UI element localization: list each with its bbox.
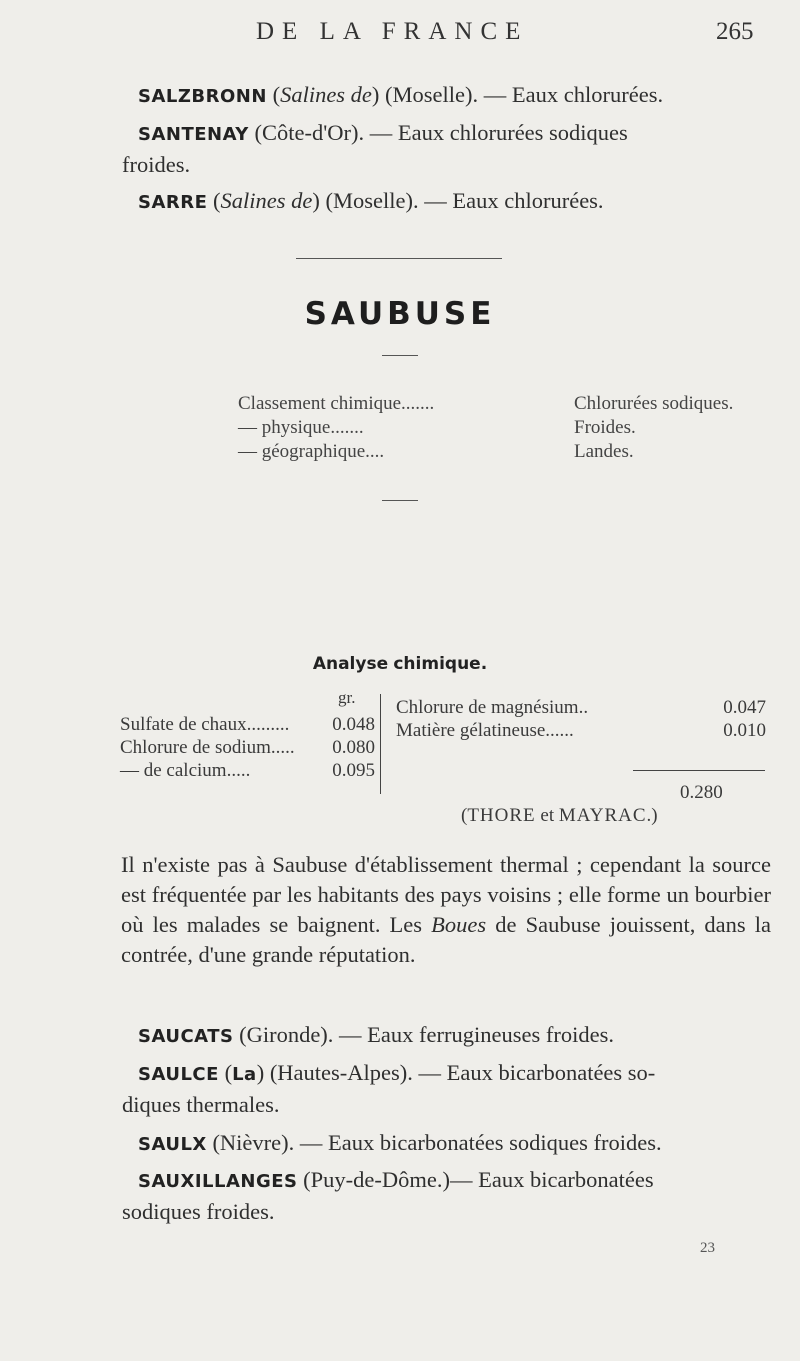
table-divider [380, 694, 381, 794]
entry-name: SAULCE [138, 1064, 219, 1085]
analyse-title [0, 650, 800, 675]
classement-row [238, 392, 758, 416]
table-row [120, 759, 375, 782]
entry-name: SANTENAY [138, 124, 249, 145]
entry-qualifier: La [232, 1064, 257, 1085]
entry-sauxillanges [122, 1165, 770, 1227]
analysis-table-right [396, 696, 766, 742]
short-rule [382, 500, 418, 501]
entry-text: (Moselle). — Eaux chlorurées. [325, 188, 604, 213]
source-and: et [540, 805, 555, 826]
analyse-title-word: Analyse [312, 654, 389, 674]
entry-text: (Moselle). — Eaux chlorurées. [385, 82, 664, 107]
signature-mark: 23 [700, 1240, 715, 1256]
analysis-source [461, 805, 658, 827]
page-number: 265 [716, 18, 754, 45]
classement-row [238, 440, 758, 464]
running-title: DE LA FRANCE [256, 18, 529, 45]
short-rule [382, 355, 418, 356]
paragraph-text: de Saubuse jouissent, dans la contrée, d'une grande réputation. [121, 912, 771, 967]
source-paren: ( [461, 805, 468, 826]
section-title: SAUBUSE [304, 296, 496, 332]
source-author: MAYRAC [558, 805, 647, 826]
classement-value: Froides. [574, 417, 636, 438]
table-row [120, 713, 375, 736]
classement-value: Landes. [574, 441, 634, 462]
sum-rule [633, 770, 765, 771]
entry-continuation: froides. [122, 152, 191, 177]
entry-text: (Hautes-Alpes). — Eaux bicarbonatées so- [269, 1060, 656, 1085]
substance-label: Sulfate de chaux......... [120, 714, 290, 735]
classement-label: — physique....... [238, 417, 364, 438]
classement [238, 392, 758, 464]
substance-label: Chlorure de sodium..... [120, 737, 295, 758]
classement-label: — géographique.... [238, 441, 385, 462]
substance-value: 0.047 [723, 697, 766, 718]
entry-name: SAULX [138, 1134, 207, 1155]
entry-text: (Nièvre). — Eaux bicarbonatées sodiques froides. [212, 1130, 662, 1155]
classement-row [238, 416, 758, 440]
classement-label: Classement chimique....... [238, 393, 435, 414]
entry-santenay [122, 118, 770, 180]
entry-continuation: sodiques froides. [122, 1199, 275, 1224]
entry-qualifier: Salines de [280, 82, 372, 107]
entry-saulce: SAULCE (La) (Hautes-Alpes). — Eaux bicarbonatées so- diques thermales. [138, 1058, 770, 1120]
table-row [396, 719, 766, 742]
substance-label: Matière gélatineuse...... [396, 720, 574, 741]
table-row [120, 736, 375, 759]
substance-value: 0.095 [332, 760, 375, 781]
entry-saulx [138, 1128, 770, 1160]
classement-value: Chlorurées sodiques. [574, 393, 734, 414]
entry-name: SARRE [138, 192, 208, 213]
entry-name: SAUCATS [138, 1026, 234, 1047]
source-paren: .) [646, 805, 658, 826]
analyse-title-word: chimique. [393, 654, 488, 674]
paragraph-italic: Boues [431, 912, 487, 937]
section-divider [296, 258, 502, 259]
analysis-total: 0.280 [680, 782, 723, 803]
table-row [396, 696, 766, 719]
entry-name: SAUXILLANGES [138, 1171, 298, 1192]
substance-label: Chlorure de magnésium.. [396, 697, 589, 718]
table-row [120, 690, 375, 713]
paragraph-text: Il n'existe pas à Saubuse d'établissement thermal ; cependant la source est fréquentée par les habitants des pays voisins ; elle forme un bourbier où les malades se baignent. Les [121, 852, 771, 937]
substance-value: 0.048 [332, 714, 375, 735]
entry-salzbronn: SALZBRONN (Salines de) (Moselle). — Eaux chlorurées. [138, 82, 664, 107]
entry-text: (Puy-de-Dôme.)— Eaux bicarbonatées [303, 1167, 654, 1192]
entry-sarre: SARRE (Salines de) (Moselle). — Eaux chlorurées. [138, 188, 604, 213]
substance-label: — de calcium..... [120, 760, 251, 781]
entry-name: SALZBRONN [138, 86, 267, 107]
entry-qualifier: Salines de [220, 188, 313, 213]
running-head [0, 18, 800, 58]
entry-continuation: diques thermales. [122, 1092, 280, 1117]
entry-text: (Côte-d'Or). — Eaux chlorurées sodiques [254, 120, 628, 145]
analysis-table-left [120, 690, 375, 782]
substance-value: 0.010 [723, 720, 766, 741]
entry-saucats [138, 1020, 770, 1052]
unit-label: gr. [338, 688, 356, 707]
entry-text: (Gironde). — Eaux ferrugineuses froides. [239, 1022, 614, 1047]
description-paragraph [121, 850, 771, 970]
source-author: THORE [467, 805, 536, 826]
substance-value: 0.080 [332, 737, 375, 758]
